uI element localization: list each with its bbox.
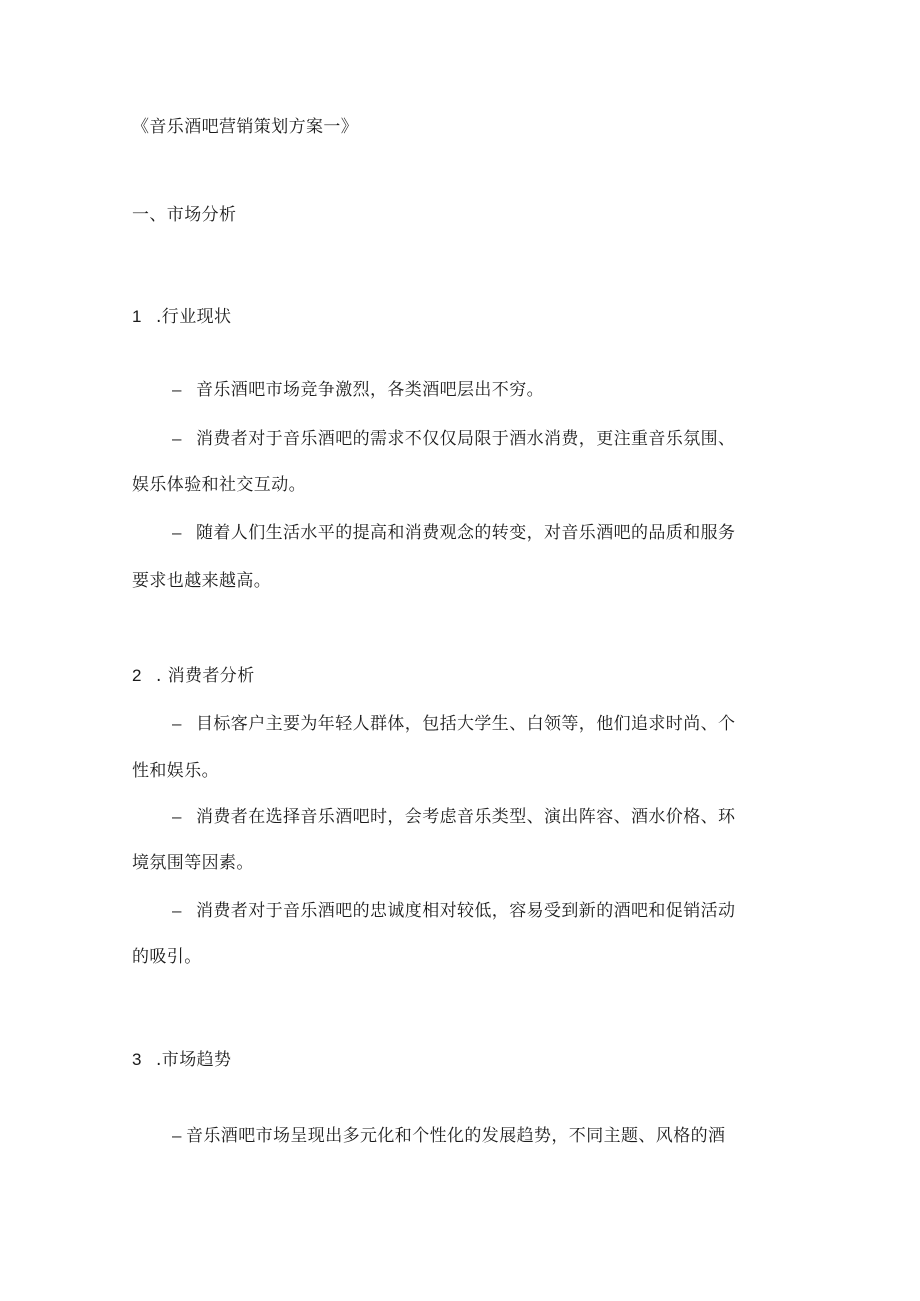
document-title-text: 《音乐酒吧营销策划方案一》 xyxy=(132,117,359,137)
dash-marker: – xyxy=(172,523,182,542)
bullet-item xyxy=(172,521,812,545)
dash-marker: – xyxy=(172,429,182,448)
bullet-text: 消费者对于音乐酒吧的需求不仅仅局限于酒水消费，更注重音乐氛围、 xyxy=(196,429,736,449)
subsection-label: .行业现状 xyxy=(156,307,232,327)
subsection-heading-market-trends xyxy=(132,1048,772,1072)
bullet-item xyxy=(172,427,812,451)
bullet-text: 音乐酒吧市场竞争激烈，各类酒吧层出不穷。 xyxy=(196,380,544,400)
subsection-number: 3 xyxy=(132,1050,142,1069)
bullet-continuation xyxy=(132,473,772,497)
dash-marker: – xyxy=(172,1126,182,1145)
section-heading-text: 一、市场分析 xyxy=(132,205,237,225)
bullet-text: 随着人们生活水平的提高和消费观念的转变，对音乐酒吧的品质和服务 xyxy=(196,523,736,543)
dash-marker: – xyxy=(172,714,182,733)
bullet-text: 消费者对于音乐酒吧的忠诚度相对较低，容易受到新的酒吧和促销活动 xyxy=(196,901,736,921)
bullet-continuation xyxy=(132,945,772,969)
subsection-number: 2 xyxy=(132,666,142,685)
bullet-text: 性和娱乐。 xyxy=(132,761,219,781)
subsection-label: .市场趋势 xyxy=(156,1050,232,1070)
dash-marker: – xyxy=(172,380,182,399)
document-title xyxy=(132,115,772,139)
bullet-continuation xyxy=(132,569,772,593)
section-heading-market-analysis xyxy=(132,203,772,227)
bullet-text: 目标客户主要为年轻人群体，包括大学生、白领等，他们追求时尚、个 xyxy=(196,714,736,734)
bullet-text: 境氛围等因素。 xyxy=(132,853,254,873)
bullet-item xyxy=(172,805,812,829)
dash-marker: – xyxy=(172,807,182,826)
subsection-heading-industry-status xyxy=(132,305,772,329)
subsection-number: 1 xyxy=(132,307,142,326)
bullet-continuation xyxy=(132,851,772,875)
bullet-item xyxy=(172,378,812,402)
bullet-text: 音乐酒吧市场呈现出多元化和个性化的发展趋势，不同主题、风格的酒 xyxy=(186,1126,726,1146)
subsection-heading-consumer-analysis xyxy=(132,664,772,688)
dash-marker: – xyxy=(172,901,182,920)
bullet-continuation xyxy=(132,759,772,783)
subsection-label: . 消费者分析 xyxy=(156,666,255,686)
bullet-item xyxy=(172,712,812,736)
bullet-text: 消费者在选择音乐酒吧时，会考虑音乐类型、演出阵容、酒水价格、环 xyxy=(196,807,736,827)
bullet-item xyxy=(172,1124,812,1148)
bullet-text: 娱乐体验和社交互动。 xyxy=(132,475,306,495)
bullet-text: 要求也越来越高。 xyxy=(132,571,272,591)
bullet-text: 的吸引。 xyxy=(132,947,202,967)
bullet-item xyxy=(172,899,812,923)
